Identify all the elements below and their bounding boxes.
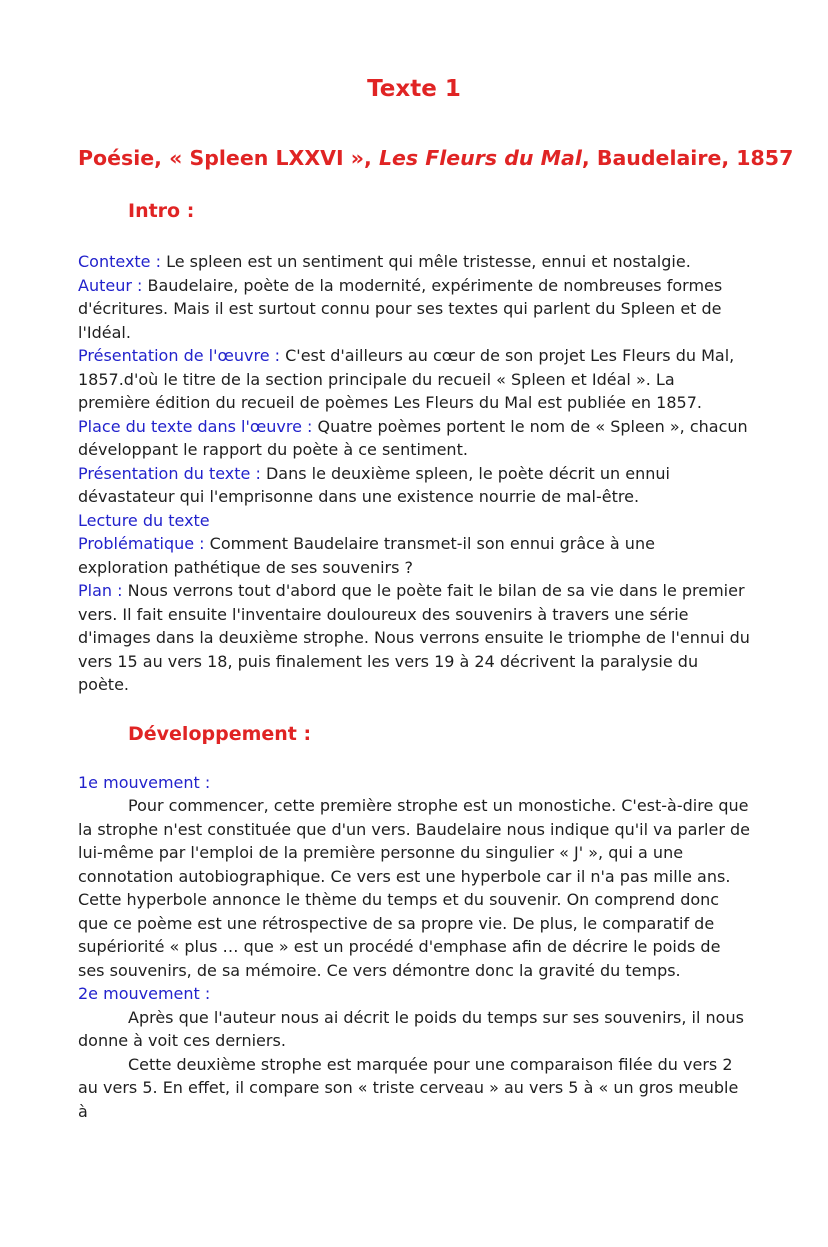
development-block	[78, 771, 750, 1124]
text-problematique: Comment Baudelaire transmet-il son ennui grâce à une exploration pathétique de ses souvenirs ?	[78, 534, 655, 577]
movement-2-paragraph-1: Après que l'auteur nous ai décrit le poids du temps sur ses souvenirs, il nous donne à voit ces derniers.	[78, 1007, 744, 1050]
movement-2-label: 2e mouvement :	[78, 984, 211, 1003]
main-heading	[78, 146, 794, 170]
document-page	[0, 76, 828, 1123]
text-presentation-oeuvre: C'est d'ailleurs au cœur de son projet Les Fleurs du Mal, 1857.d'où le titre de la section principale du recueil « Spleen et Idéal ». La première édition du recueil de poèmes Les Fleurs du Mal est publiée en 1857.	[78, 346, 735, 412]
main-heading-post: , Baudelaire, 1857	[581, 146, 794, 170]
intro-paragraph-problematique	[78, 532, 750, 579]
intro-paragraph-presentation-oeuvre	[78, 344, 750, 415]
doc-title: Texte 1	[367, 76, 461, 102]
intro-block	[78, 250, 750, 697]
movement-1-paragraph: Pour commencer, cette première strophe est un monostiche. C'est-à-dire que la strophe n'est constituée que d'un vers. Baudelaire nous indique qu'il va parler de lui-même par l'emploi de la première personne du singulier « J' », qui a une connotation autobiographique. Ce vers est une hyperbole car il n'a pas mille ans. Cette hyperbole annonce le thème du temps et du souvenir. On comprend donc que ce poème est une rétrospective de sa propre vie. De plus, le comparatif de supériorité « plus … que » est un procédé d'emphase afin de décrire le poids de ses souvenirs, de sa mémoire. Ce vers démontre donc la gravité du temps.	[78, 796, 750, 980]
text-presentation-texte: Dans le deuxième spleen, le poète décrit un ennui dévastateur qui l'emprisonne dans une existence nourrie de mal-être.	[78, 463, 670, 506]
label-problematique: Problématique :	[78, 534, 205, 553]
movement-1-label: 1e mouvement :	[78, 772, 211, 792]
development-heading: Développement :	[128, 722, 312, 745]
text-place-du-texte: Quatre poèmes portent le nom de « Spleen », chacun développant le rapport du poète à ce sentiment.	[78, 416, 748, 459]
text-auteur: Baudelaire, poète de la modernité, expérimente de nombreuses formes d'écritures. Mais il est surtout connu pour ses textes qui parlent du Spleen et de l'Idéal.	[78, 275, 723, 342]
text-contexte: Le spleen est un sentiment qui mêle tristesse, ennui et nostalgie.	[166, 252, 691, 271]
intro-heading: Intro :	[128, 200, 195, 222]
label-plan: Plan :	[78, 581, 123, 600]
movement-2-paragraph-2: Cette deuxième strophe est marquée pour une comparaison filée du vers 2 au vers 5. En effet, il compare son « triste cerveau » au vers 5 à « un gros meuble à	[78, 1054, 739, 1121]
label-place-du-texte: Place du texte dans l'œuvre :	[78, 416, 313, 436]
main-heading-pre: Poésie, « Spleen LXXVI »,	[78, 146, 379, 170]
label-presentation-texte: Présentation du texte :	[78, 463, 261, 483]
intro-paragraph-contexte	[78, 250, 750, 274]
label-contexte: Contexte :	[78, 252, 161, 271]
intro-paragraph-lecture	[78, 509, 750, 533]
intro-paragraph-place-du-texte	[78, 415, 750, 462]
text-plan: Nous verrons tout d'abord que le poète fait le bilan de sa vie dans le premier vers. Il fait ensuite l'inventaire douloureux des souvenirs à travers une série d'images dans la deuxième strophe. Nous verrons ensuite le triomphe de l'ennui du vers 15 au vers 18, puis finalement les vers 19 à 24 décrivent la paralysie du poète.	[78, 581, 750, 694]
intro-paragraph-auteur	[78, 274, 750, 345]
main-heading-work-title: Les Fleurs du Mal	[378, 146, 582, 170]
intro-paragraph-plan	[78, 579, 750, 697]
intro-paragraph-presentation-texte	[78, 462, 750, 509]
label-presentation-oeuvre: Présentation de l'œuvre :	[78, 346, 281, 365]
label-lecture-du-texte: Lecture du texte	[78, 510, 210, 530]
label-auteur: Auteur :	[78, 275, 143, 295]
